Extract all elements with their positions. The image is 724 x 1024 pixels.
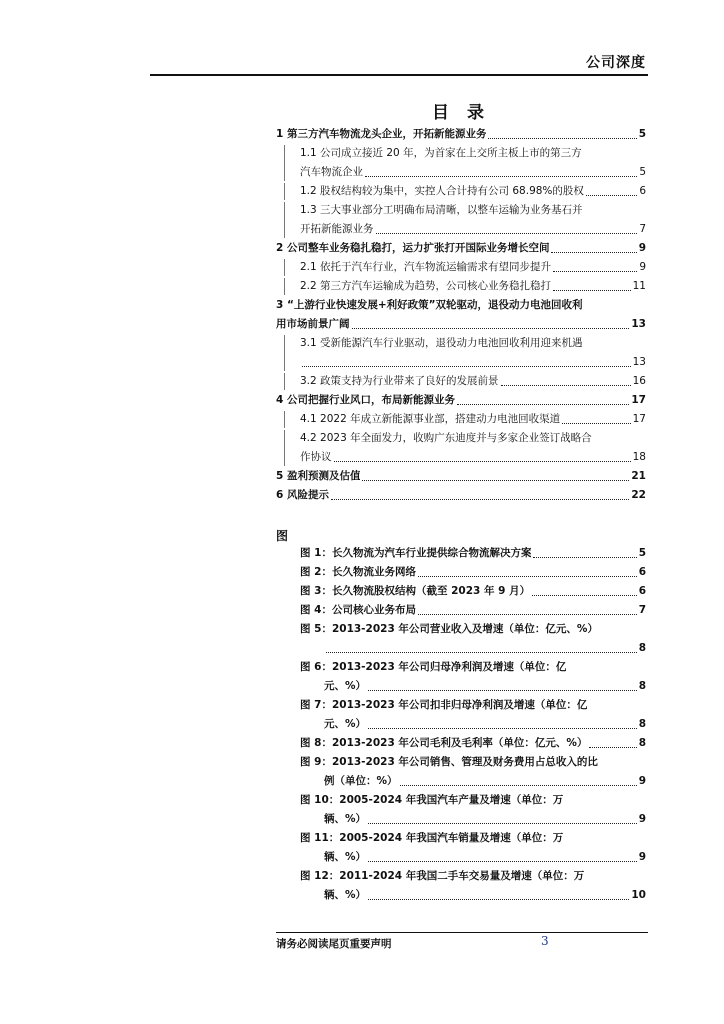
toc-entry-dot-leader	[365, 175, 637, 177]
figure-entry-page: 8	[638, 680, 646, 692]
figure-entry-dot-leader	[368, 860, 637, 862]
toc-entry-dot-leader	[501, 384, 631, 386]
figure-entry-dot-leader	[368, 689, 637, 691]
toc-entry-title-continued: 作协议	[300, 451, 332, 463]
toc-entry[interactable]	[276, 182, 646, 201]
figure-entry-title: 图 4：公司核心业务布局	[300, 604, 416, 616]
toc-entry[interactable]	[276, 486, 646, 505]
figure-entry[interactable]	[300, 696, 646, 734]
figure-entry-dot-leader	[326, 651, 637, 653]
toc-entry-page: 13	[632, 356, 646, 368]
figure-entry-dot-leader	[418, 613, 637, 615]
toc-entry-page: 5	[639, 166, 646, 178]
figure-entry[interactable]	[300, 867, 646, 905]
figure-entry-dot-leader	[368, 822, 637, 824]
figure-entry[interactable]	[300, 544, 646, 563]
figure-entry[interactable]	[300, 829, 646, 867]
figure-entry-dot-leader	[418, 575, 637, 577]
toc-title: 目 录	[432, 103, 490, 123]
figure-entry-page: 10	[631, 889, 646, 901]
toc-entry-page: 18	[632, 451, 646, 463]
figure-entry-dot-leader	[589, 746, 636, 748]
figure-entry-title: 图 11：2005-2024 年我国汽车销量及增速（单位：万	[300, 832, 564, 844]
figure-entry-title-continued: 例（单位：%）	[324, 775, 398, 787]
toc-entry-page: 5	[638, 128, 646, 140]
toc-entry-dot-leader	[488, 137, 636, 139]
header-label: 公司深度	[586, 55, 646, 71]
figure-entry-title: 图 12：2011-2024 年我国二手车交易量及增速（单位：万	[300, 870, 585, 882]
toc-entry-dot-leader	[334, 460, 631, 462]
toc-entry[interactable]	[276, 410, 646, 429]
toc-entry-dot-leader	[586, 194, 637, 196]
figure-entry-page: 6	[638, 566, 646, 578]
toc-entry-title: 3.2 政策支持为行业带来了良好的发展前景	[300, 375, 499, 387]
figure-entry-title-continued: 元、%）	[324, 680, 367, 692]
toc-entry-title: 2.2 第三方汽车运输成为趋势，公司核心业务稳扎稳打	[300, 280, 552, 292]
toc-entry-page: 22	[631, 489, 646, 501]
toc-entry-dot-leader	[362, 479, 629, 481]
figure-entry[interactable]	[300, 601, 646, 620]
toc-list	[276, 125, 646, 505]
figure-entry-title: 图 10：2005-2024 年我国汽车产量及增速（单位：万	[300, 794, 564, 806]
figure-entry-page: 8	[638, 642, 646, 654]
figure-entry-page: 5	[638, 547, 646, 559]
figure-entry-title-continued: 辆、%）	[324, 813, 367, 825]
toc-entry-page: 17	[632, 413, 646, 425]
toc-entry-dot-leader	[352, 327, 630, 329]
figure-entry-dot-leader	[400, 784, 637, 786]
toc-entry[interactable]	[276, 296, 646, 334]
figure-entry-title: 图 8：2013-2023 年公司毛利及毛利率（单位：亿元、%）	[300, 737, 588, 749]
footer-rule	[276, 932, 648, 933]
toc-entry-page: 9	[638, 242, 646, 254]
toc-entry-page: 9	[639, 261, 646, 273]
toc-entry-title-continued: 用市场前景广阔	[276, 318, 350, 330]
figure-entry-title: 图 9：2013-2023 年公司销售、管理及财务费用占总收入的比	[300, 756, 598, 768]
page-number: 3	[541, 934, 549, 948]
toc-entry-title-continued: 汽车物流企业	[300, 166, 363, 178]
toc-entry[interactable]	[276, 239, 646, 258]
figure-entry-page: 8	[638, 737, 646, 749]
figure-entry-title: 图 6：2013-2023 年公司归母净利润及增速（单位：亿	[300, 661, 567, 673]
figure-entry[interactable]	[300, 658, 646, 696]
toc-entry-title: 2.1 依托于汽车行业，汽车物流运输需求有望同步提升	[300, 261, 552, 273]
toc-entry-title: 1.3 三大事业部分工明确布局清晰，以整车运输为业务基石并	[300, 204, 583, 216]
toc-entry-title: 1 第三方汽车物流龙头企业，开拓新能源业务	[276, 128, 487, 140]
toc-entry[interactable]	[276, 258, 646, 277]
toc-entry[interactable]	[276, 201, 646, 239]
toc-entry[interactable]	[276, 277, 646, 296]
toc-entry-page: 21	[631, 470, 646, 482]
toc-entry-title: 4.1 2022 年成立新能源事业部，搭建动力电池回收渠道	[300, 413, 561, 425]
figure-entry-page: 6	[638, 585, 646, 597]
toc-entry-page: 13	[631, 318, 646, 330]
figure-entry-page: 7	[638, 604, 646, 616]
toc-entry-title: 1.2 股权结构较为集中，实控人合计持有公司 68.98%的股权	[300, 185, 584, 197]
toc-entry-dot-leader	[457, 403, 629, 405]
toc-entry-title: 2 公司整车业务稳扎稳打，运力扩张打开国际业务增长空间	[276, 242, 550, 254]
toc-entry-dot-leader	[331, 498, 629, 500]
toc-entry[interactable]	[276, 429, 646, 467]
figure-entry-title-continued: 元、%）	[324, 718, 367, 730]
figure-entry-dot-leader	[368, 898, 629, 900]
toc-entry[interactable]	[276, 391, 646, 410]
figure-entry-title: 图 1：长久物流为汽车行业提供综合物流解决方案	[300, 547, 532, 559]
toc-entry-page: 17	[631, 394, 646, 406]
figure-entry-title-continued: 辆、%）	[324, 851, 367, 863]
figure-entry-page: 9	[638, 813, 646, 825]
figure-entry-title: 图 7：2013-2023 年公司扣非归母净利润及增速（单位：亿	[300, 699, 588, 711]
figure-list-heading: 图	[276, 529, 289, 543]
figure-entry-page: 9	[638, 851, 646, 863]
toc-entry[interactable]	[276, 144, 646, 182]
toc-entry-dot-leader	[551, 251, 636, 253]
figure-entry-dot-leader	[368, 727, 637, 729]
toc-entry-dot-leader	[376, 232, 638, 234]
toc-entry-title: 5 盈利预测及估值	[276, 470, 361, 482]
figure-entry[interactable]	[300, 620, 646, 658]
toc-entry-title: 3 “上游行业快速发展+利好政策”双轮驱动，退役动力电池回收利	[276, 299, 583, 311]
figure-list	[300, 544, 646, 905]
figure-entry-dot-leader	[533, 556, 636, 558]
toc-entry-page: 7	[639, 223, 646, 235]
toc-entry-dot-leader	[302, 365, 631, 367]
figure-entry[interactable]	[300, 791, 646, 829]
figure-entry-page: 8	[638, 718, 646, 730]
figure-entry-page: 9	[638, 775, 646, 787]
toc-entry[interactable]	[276, 125, 646, 144]
toc-entry-page: 16	[632, 375, 646, 387]
figure-entry-title: 图 3：长久物流股权结构（截至 2023 年 9 月）	[300, 585, 531, 597]
toc-entry-dot-leader	[553, 270, 637, 272]
toc-entry-title: 1.1 公司成立接近 20 年，为首家在上交所主板上市的第三方	[300, 147, 582, 159]
toc-entry-dot-leader	[562, 422, 631, 424]
figure-entry[interactable]	[300, 753, 646, 791]
toc-entry-dot-leader	[553, 289, 631, 291]
toc-entry-title: 6 风险提示	[276, 489, 329, 501]
toc-entry[interactable]	[276, 372, 646, 391]
figure-entry-title-continued: 辆、%）	[324, 889, 367, 901]
toc-entry-page: 11	[632, 280, 646, 292]
footer-disclaimer: 请务必阅读尾页重要声明	[276, 938, 392, 950]
toc-entry-title: 4 公司把握行业风口，布局新能源业务	[276, 394, 455, 406]
header-rule	[150, 74, 648, 76]
figure-entry-title: 图 5：2013-2023 年公司营业收入及增速（单位：亿元、%）	[300, 623, 598, 635]
figure-entry[interactable]	[300, 563, 646, 582]
toc-entry-title-continued: 开拓新能源业务	[300, 223, 374, 235]
toc-entry[interactable]	[276, 467, 646, 486]
figure-entry-dot-leader	[532, 594, 637, 596]
toc-entry-page: 6	[639, 185, 646, 197]
figure-entry[interactable]	[300, 582, 646, 601]
toc-entry-title: 4.2 2023 年全面发力，收购广东迪度并与多家企业签订战略合	[300, 432, 592, 444]
figure-entry[interactable]	[300, 734, 646, 753]
toc-entry-title: 3.1 受新能源汽车行业驱动，退役动力电池回收利用迎来机遇	[300, 337, 583, 349]
figure-entry-title: 图 2：长久物流业务网络	[300, 566, 416, 578]
toc-entry[interactable]	[276, 334, 646, 372]
